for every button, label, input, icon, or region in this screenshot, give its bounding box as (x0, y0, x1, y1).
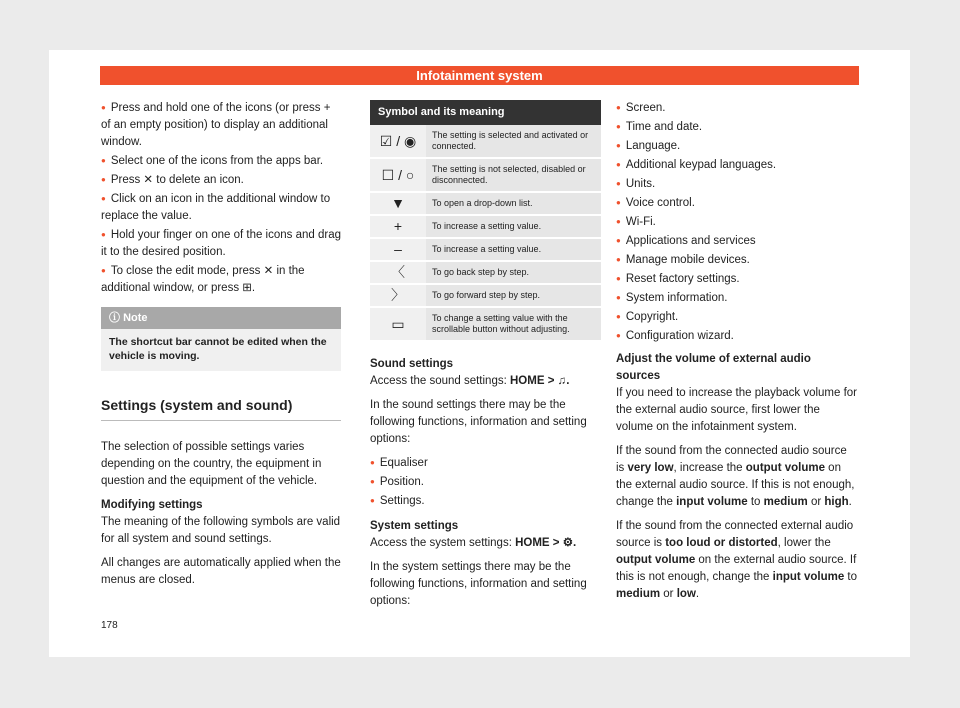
chevron-left-icon: 〈 (370, 261, 426, 284)
minus-icon: – (370, 238, 426, 261)
sound-access: Access the sound settings: HOME > ♫. (370, 375, 570, 387)
system-access: Access the system settings: HOME > ⚙. (370, 537, 577, 549)
bullet-item: ● Press ✕ to delete an icon. (101, 172, 341, 189)
page-number: 178 (101, 620, 118, 631)
table-row: ☐ / ○ The setting is not selected, disabled or disconnected. (370, 158, 601, 192)
symbol-empty-checkbox-icon: ☐ / ○ (370, 158, 426, 192)
page-header: Infotainment system (100, 66, 859, 85)
bullet-item: ● Hold your finger on one of the icons and drag it to the desired position. (101, 227, 341, 261)
list-item: ● Configuration wizard. (616, 328, 858, 345)
modify-heading: Modifying settings (101, 499, 203, 511)
bullet-item: ● Press and hold one of the icons (or press + of an empty position) to display an additional window. (101, 100, 341, 151)
column-1 (101, 100, 341, 596)
table-row: ▭ To change a setting value with the scrollable button without adjusting. (370, 307, 601, 341)
symbol-table (370, 100, 601, 342)
intro-text: The selection of possible settings varies depending on the country, the equipment in question and the equipment of the vehicle. (101, 441, 322, 487)
table-row: 〉 To go forward step by step. (370, 284, 601, 307)
list-item: ● Equaliser (370, 455, 601, 472)
bullet-item: ● Select one of the icons from the apps bar. (101, 153, 341, 170)
list-item: ● Position. (370, 474, 601, 491)
modify-text-1: The meaning of the following symbols are valid for all system and sound settings. (101, 516, 341, 545)
table-row: – To increase a setting value. (370, 238, 601, 261)
info-icon: ⓘ (109, 312, 124, 324)
dropdown-arrow-icon: ▼ (370, 192, 426, 215)
table-row: ▼ To open a drop-down list. (370, 192, 601, 215)
section-title: Settings (system and sound) (101, 397, 341, 421)
note-box (101, 307, 341, 371)
table-heading: Symbol and its meaning (370, 100, 601, 125)
list-item: ● Reset factory settings. (616, 271, 858, 288)
table-row: + To increase a setting value. (370, 215, 601, 238)
chevron-right-icon: 〉 (370, 284, 426, 307)
adjust-para-2: If the sound from the connected audio source is very low, increase the output volume on the external audio source. If this is not enough, change the input volume to medium or high. (616, 445, 855, 508)
list-item: ● Copyright. (616, 309, 858, 326)
list-item: ● Additional keypad languages. (616, 157, 858, 174)
adjust-para-3: If the sound from the connected external audio source is too loud or distorted, lower the output volume on the external audio source. If this is not enough, change the input volume to medium or low. (616, 520, 858, 600)
list-item: ● Manage mobile devices. (616, 252, 858, 269)
list-item: ● Time and date. (616, 119, 858, 136)
symbol-checkbox-icon: ☑ / ◉ (370, 125, 426, 158)
list-item: ● Wi-Fi. (616, 214, 858, 231)
list-item: ● Settings. (370, 493, 601, 510)
system-heading: System settings (370, 520, 459, 532)
bullet-item: ● To close the edit mode, press ✕ in the additional window, or press ⊞. (101, 263, 341, 297)
column-3 (616, 100, 858, 610)
note-label: Note (123, 312, 148, 324)
sound-text: In the sound settings there may be the following functions, information and setting options: (370, 399, 587, 445)
list-item: ● Applications and services (616, 233, 858, 250)
bullet-item: ● Click on an icon in the additional window to replace the value. (101, 191, 341, 225)
list-item: ● Voice control. (616, 195, 858, 212)
adjust-text: If you need to increase the playback volume for the external audio source, first lower the volume on the infotainment system. (616, 387, 858, 433)
list-item: ● System information. (616, 290, 858, 307)
modify-text-2: All changes are automatically applied when the menus are closed. (101, 557, 341, 586)
note-header (101, 307, 341, 329)
table-row: 〈 To go back step by step. (370, 261, 601, 284)
note-text: The shortcut bar cannot be edited when the vehicle is moving. (109, 336, 327, 362)
table-row: ☑ / ◉ The setting is selected and activated or connected. (370, 125, 601, 158)
sound-heading: Sound settings (370, 358, 454, 370)
list-item: ● Units. (616, 176, 858, 193)
list-item: ● Language. (616, 138, 858, 155)
column-2 (370, 100, 601, 617)
plus-icon: + (370, 215, 426, 238)
system-text: In the system settings there may be the following functions, information and setting options: (370, 561, 587, 607)
scroll-button-icon: ▭ (370, 307, 426, 341)
adjust-heading: Adjust the volume of external audio sources (616, 353, 811, 382)
list-item: ● Screen. (616, 100, 858, 117)
